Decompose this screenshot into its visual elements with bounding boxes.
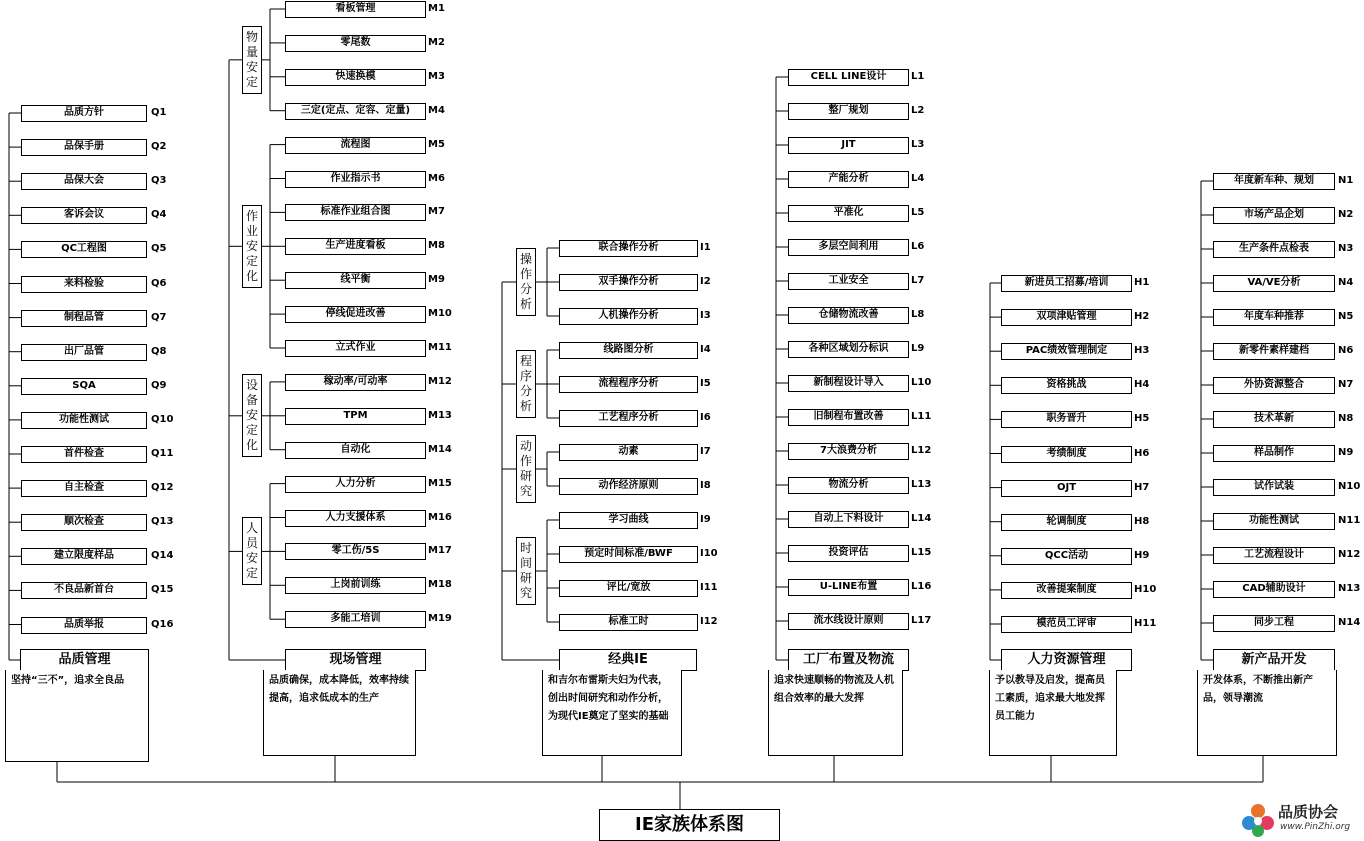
item-code: Q13 — [151, 516, 174, 528]
item-box: 出厂品管 — [21, 344, 147, 361]
item-code: I6 — [700, 412, 711, 423]
item-box: 品质举报 — [21, 617, 147, 634]
item-box: 看板管理 — [285, 1, 426, 18]
item-code: L7 — [911, 275, 925, 286]
item-box: 年度新车种、规划 — [1213, 173, 1335, 190]
item-box: 双项津贴管理 — [1001, 309, 1132, 326]
item-code: Q9 — [151, 379, 167, 391]
item-code: Q12 — [151, 482, 174, 494]
category-footer: 现场管理 — [285, 649, 426, 671]
item-box: 流程程序分析 — [559, 376, 698, 393]
item-box: 三定(定点、定容、定量) — [285, 103, 426, 120]
item-box: 建立限度样品 — [21, 548, 147, 565]
item-box: 旧制程布置改善 — [788, 409, 909, 426]
item-box: 稼动率/可动率 — [285, 374, 426, 391]
item-code: Q8 — [151, 345, 167, 357]
item-box: 投资评估 — [788, 545, 909, 562]
item-box: 改善提案制度 — [1001, 582, 1132, 599]
item-code: M6 — [428, 172, 445, 184]
item-code: M4 — [428, 104, 445, 116]
item-box: JIT — [788, 137, 909, 154]
item-box: PAC绩效管理制定 — [1001, 343, 1132, 360]
item-box: 多层空间利用 — [788, 239, 909, 256]
item-box: 自动化 — [285, 442, 426, 459]
group-label: 动作研究 — [516, 435, 536, 503]
watermark-logo — [1240, 800, 1364, 839]
item-box: 零尾数 — [285, 35, 426, 52]
item-code: N10 — [1338, 481, 1361, 492]
item-code: Q4 — [151, 209, 167, 221]
item-code: L1 — [911, 71, 925, 82]
item-code: Q15 — [151, 584, 174, 596]
item-box: 新零件素样建档 — [1213, 343, 1335, 360]
item-code: M1 — [428, 3, 445, 14]
item-code: Q6 — [151, 277, 167, 289]
item-box: 工艺程序分析 — [559, 410, 698, 427]
group-label: 设备安定化 — [242, 374, 262, 457]
item-code: N6 — [1338, 345, 1354, 356]
item-box: 仓储物流改善 — [788, 307, 909, 324]
item-box: U-LINE布置 — [788, 579, 909, 596]
item-box: 作业指示书 — [285, 171, 426, 188]
item-code: M10 — [428, 308, 452, 320]
item-code: I7 — [700, 446, 711, 457]
item-code: I4 — [700, 344, 711, 355]
item-code: N13 — [1338, 583, 1361, 594]
item-code: M3 — [428, 70, 445, 82]
item-code: L4 — [911, 173, 925, 184]
item-box: 功能性测试 — [1213, 513, 1335, 530]
item-code: M18 — [428, 579, 452, 591]
item-box: CAD辅助设计 — [1213, 581, 1335, 598]
item-code: Q11 — [151, 448, 174, 459]
group-label: 物量安定 — [242, 26, 262, 94]
item-box: 各种区域划分标识 — [788, 341, 909, 358]
item-box: 年度车种推荐 — [1213, 309, 1335, 326]
category-footer: 新产品开发 — [1213, 649, 1335, 671]
item-box: 动作经济原则 — [559, 478, 698, 495]
item-code: N8 — [1338, 413, 1354, 424]
item-code: N14 — [1338, 617, 1361, 628]
item-code: L11 — [911, 411, 932, 422]
item-box: 快速换模 — [285, 69, 426, 86]
item-code: H11 — [1134, 618, 1157, 629]
item-code: Q10 — [151, 413, 174, 425]
item-code: L14 — [911, 513, 932, 524]
item-code: I1 — [700, 242, 711, 253]
diagram-title: IE家族体系图 — [599, 809, 780, 841]
group-label: 程序分析 — [516, 350, 536, 418]
item-code: I8 — [700, 480, 711, 491]
item-box: 评比/宽放 — [559, 580, 698, 597]
item-box: 双手操作分析 — [559, 274, 698, 291]
item-box: 品保手册 — [21, 139, 147, 156]
item-code: L13 — [911, 479, 932, 490]
item-box: 客诉会议 — [21, 207, 147, 224]
item-box: 自动上下料设计 — [788, 511, 909, 528]
item-code: N1 — [1338, 175, 1354, 186]
item-code: I11 — [700, 582, 718, 593]
item-box: QCC活动 — [1001, 548, 1132, 565]
item-code: H9 — [1134, 549, 1150, 561]
item-box: 试作试装 — [1213, 479, 1335, 496]
item-code: L16 — [911, 581, 932, 592]
category-description: 予以教导及启发，提高员工素质，追求最大地发挥员工能力 — [989, 670, 1117, 756]
item-box: 工艺流程设计 — [1213, 547, 1335, 564]
item-box: 上岗前训练 — [285, 577, 426, 594]
item-code: H10 — [1134, 583, 1157, 595]
item-code: L10 — [911, 377, 932, 388]
item-box: 首件检查 — [21, 446, 147, 463]
item-box: 动素 — [559, 444, 698, 461]
item-box: 顺次检查 — [21, 514, 147, 531]
item-box: VA/VE分析 — [1213, 275, 1335, 292]
item-box: 人力支援体系 — [285, 510, 426, 527]
item-box: 市场产品企划 — [1213, 207, 1335, 224]
item-code: H3 — [1134, 345, 1150, 357]
item-code: H7 — [1134, 481, 1150, 493]
item-box: 预定时间标准/BWF — [559, 546, 698, 563]
item-box: 停线促进改善 — [285, 306, 426, 323]
item-code: M16 — [428, 511, 452, 523]
item-box: 制程品管 — [21, 310, 147, 327]
item-box: 标准工时 — [559, 614, 698, 631]
item-box: 物流分析 — [788, 477, 909, 494]
item-box: SQA — [21, 378, 147, 395]
item-code: N4 — [1338, 277, 1354, 288]
item-code: Q5 — [151, 243, 167, 255]
item-code: N9 — [1338, 447, 1354, 458]
item-box: OJT — [1001, 480, 1132, 497]
item-code: N3 — [1338, 243, 1354, 254]
category-footer: 人力资源管理 — [1001, 649, 1132, 671]
item-code: H8 — [1134, 515, 1150, 527]
group-label: 操作分析 — [516, 248, 536, 316]
item-box: 样品制作 — [1213, 445, 1335, 462]
item-box: 来料检验 — [21, 276, 147, 293]
item-code: L3 — [911, 139, 925, 150]
item-code: L15 — [911, 547, 932, 558]
item-code: I12 — [700, 616, 718, 627]
item-box: 人机操作分析 — [559, 308, 698, 325]
item-code: M13 — [428, 409, 452, 421]
item-code: N2 — [1338, 209, 1354, 220]
item-code: Q16 — [151, 618, 174, 630]
item-box: 功能性测试 — [21, 412, 147, 429]
item-box: 联合操作分析 — [559, 240, 698, 257]
group-label: 人员安定 — [242, 517, 262, 585]
flower-icon — [1240, 802, 1276, 838]
item-code: L17 — [911, 615, 932, 626]
group-label: 时间研究 — [516, 537, 536, 605]
item-code: M15 — [428, 477, 452, 489]
item-code: N7 — [1338, 379, 1354, 390]
group-label: 作业安定化 — [242, 205, 262, 288]
item-code: H6 — [1134, 447, 1150, 459]
item-code: Q1 — [151, 107, 167, 118]
item-box: 品质方针 — [21, 105, 147, 122]
item-box: 线路图分析 — [559, 342, 698, 359]
watermark-name: 品质协会 — [1278, 803, 1339, 821]
item-box: 品保大会 — [21, 173, 147, 190]
item-code: I3 — [700, 310, 711, 321]
item-code: L9 — [911, 343, 925, 354]
item-code: Q7 — [151, 311, 167, 323]
item-box: 学习曲线 — [559, 512, 698, 529]
item-code: L8 — [911, 309, 925, 320]
item-box: 工业安全 — [788, 273, 909, 290]
item-code: H5 — [1134, 413, 1150, 425]
category-description: 和吉尔布雷斯夫妇为代表，创出时间研究和动作分析，为现代IE奠定了坚实的基础 — [542, 670, 682, 756]
item-box: 自主检查 — [21, 480, 147, 497]
item-box: 生产条件点检表 — [1213, 241, 1335, 258]
category-footer: 品质管理 — [20, 649, 149, 671]
item-code: H4 — [1134, 379, 1150, 391]
category-footer: 工厂布置及物流 — [788, 649, 909, 671]
item-code: M19 — [428, 613, 452, 625]
item-code: N5 — [1338, 311, 1354, 322]
item-code: I9 — [700, 514, 711, 525]
item-code: M2 — [428, 36, 445, 48]
item-code: N12 — [1338, 549, 1361, 560]
item-box: 多能工培训 — [285, 611, 426, 628]
item-code: N11 — [1338, 515, 1361, 526]
category-description: 追求快速顺畅的物流及人机组合效率的最大发挥 — [768, 670, 903, 756]
item-code: L6 — [911, 241, 925, 252]
item-box: CELL LINE设计 — [788, 69, 909, 86]
item-box: 外协资源整合 — [1213, 377, 1335, 394]
item-code: Q14 — [151, 550, 174, 562]
item-box: 零工伤/5S — [285, 543, 426, 560]
category-description: 品质确保，成本降低，效率持续提高，追求低成本的生产 — [263, 670, 416, 756]
item-code: I10 — [700, 548, 718, 559]
item-box: 考绩制度 — [1001, 446, 1132, 463]
item-box: 新进员工招募/培训 — [1001, 275, 1132, 292]
item-box: 线平衡 — [285, 272, 426, 289]
item-code: M14 — [428, 443, 452, 455]
item-box: 流水线设计原则 — [788, 613, 909, 630]
item-code: H2 — [1134, 311, 1150, 323]
item-code: M9 — [428, 274, 445, 286]
item-box: 职务晋升 — [1001, 411, 1132, 428]
item-code: M17 — [428, 545, 452, 557]
item-box: 人力分析 — [285, 476, 426, 493]
item-box: 整厂规划 — [788, 103, 909, 120]
item-box: QC工程图 — [21, 241, 147, 258]
item-box: 轮调制度 — [1001, 514, 1132, 531]
item-code: I5 — [700, 378, 711, 389]
item-code: M8 — [428, 240, 445, 252]
item-box: 产能分析 — [788, 171, 909, 188]
item-box: 资格挑战 — [1001, 377, 1132, 394]
item-box: 流程图 — [285, 137, 426, 154]
category-description: 坚持“三不”，追求全良品 — [5, 670, 149, 762]
item-code: M5 — [428, 138, 445, 150]
item-code: Q3 — [151, 175, 167, 187]
item-code: I2 — [700, 276, 711, 287]
item-box: 生产进度看板 — [285, 238, 426, 255]
item-box: 新制程设计导入 — [788, 375, 909, 392]
item-code: L12 — [911, 445, 932, 456]
item-box: 平准化 — [788, 205, 909, 222]
category-description: 开发体系，不断推出新产品，领导潮流 — [1197, 670, 1337, 756]
watermark-url: www.PinZhi.org — [1280, 822, 1351, 832]
item-box: 同步工程 — [1213, 615, 1335, 632]
item-code: L2 — [911, 105, 925, 116]
item-box: 模范员工评审 — [1001, 616, 1132, 633]
category-footer: 经典IE — [559, 649, 697, 671]
item-box: 技术革新 — [1213, 411, 1335, 428]
item-code: Q2 — [151, 141, 167, 153]
item-box: TPM — [285, 408, 426, 425]
item-code: M7 — [428, 206, 445, 218]
item-code: H1 — [1134, 277, 1150, 288]
item-box: 不良品新首台 — [21, 582, 147, 599]
item-box: 7大浪费分析 — [788, 443, 909, 460]
item-code: M11 — [428, 342, 452, 353]
item-box: 标准作业组合图 — [285, 204, 426, 221]
item-code: L5 — [911, 207, 925, 218]
item-box: 立式作业 — [285, 340, 426, 357]
item-code: M12 — [428, 375, 452, 387]
